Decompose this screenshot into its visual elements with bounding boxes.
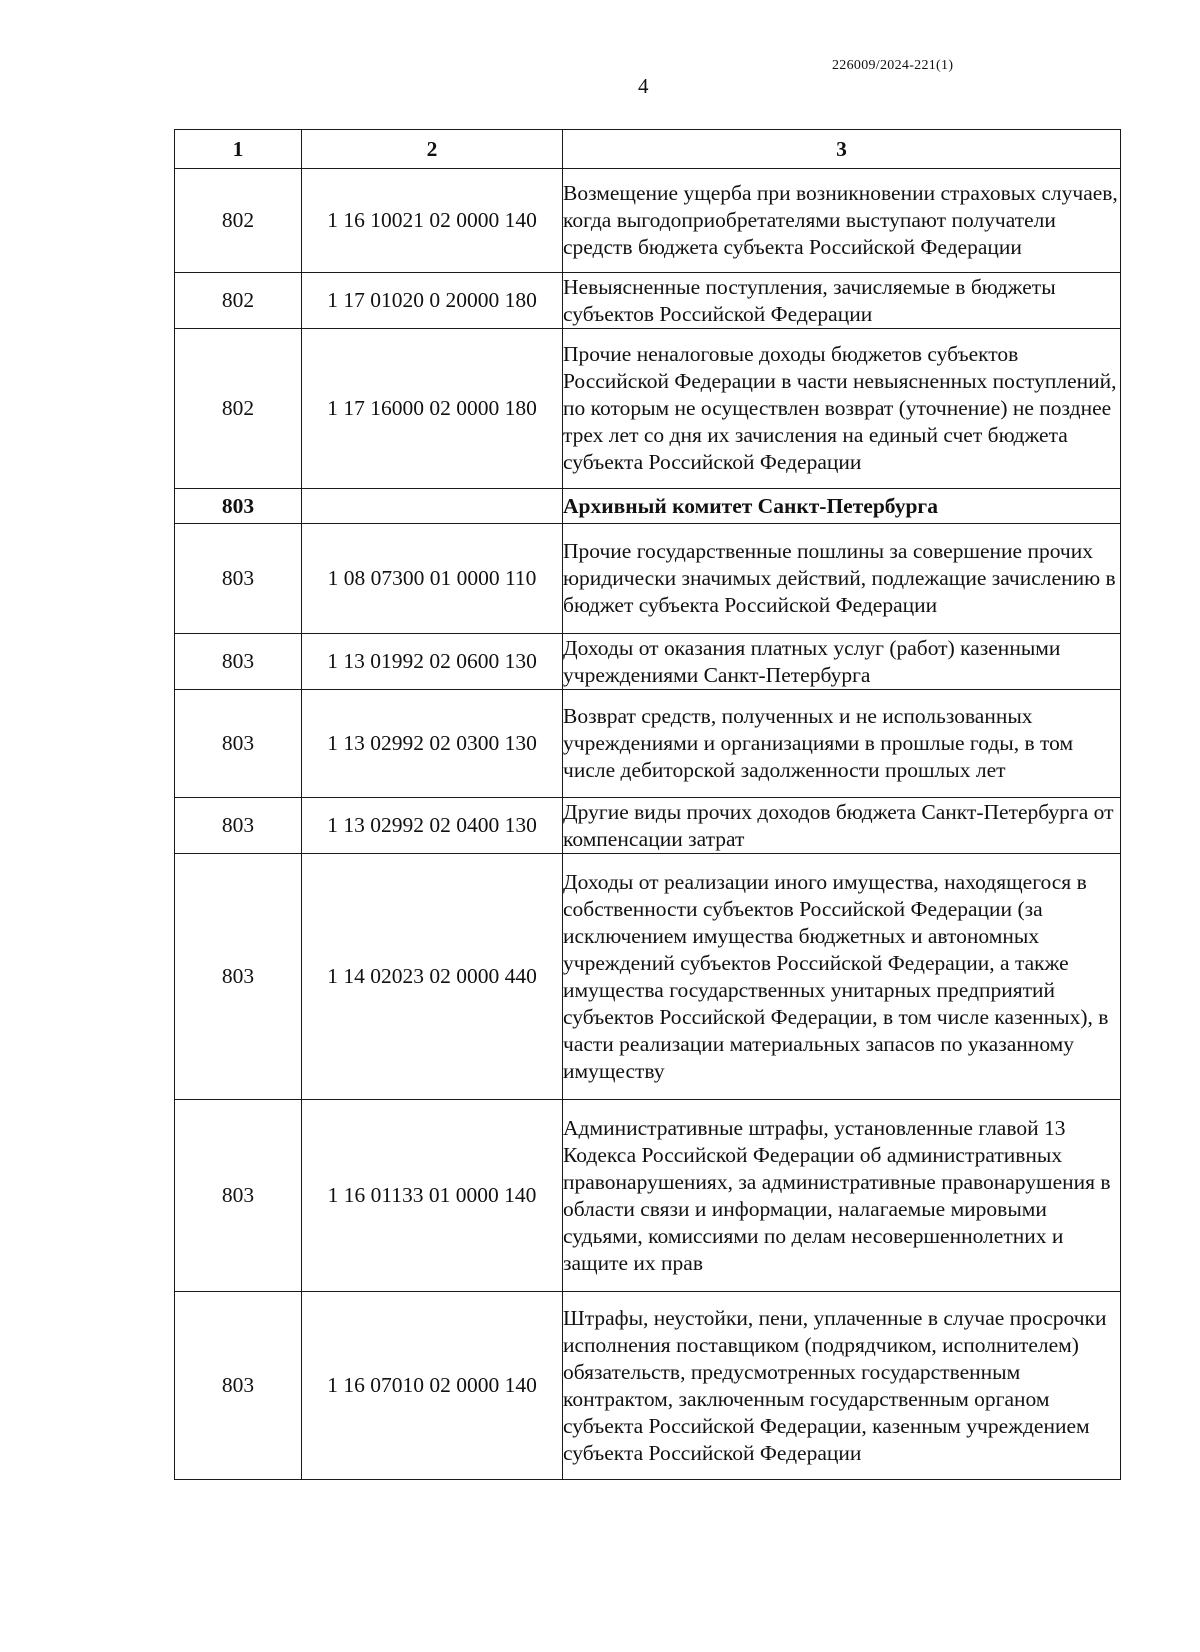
revenue-description-cell: Прочие неналоговые доходы бюджетов субъектов Российской Федерации в части невыясненных поступлений, по которым не осуществлен возврат (уточнение) не позднее трех лет со дня их зачисления на единый счет бюджета субъекта Российской Федерации <box>563 329 1121 489</box>
revenue-code-cell: 1 16 10021 02 0000 140 <box>302 169 563 273</box>
revenue-description-cell: Административные штрафы, установленные главой 13 Кодекса Российской Федерации об административных правонарушениях, за административные правонарушения в области связи и информации, налагаемые мировыми судьями, комиссиями по делам несовершеннолетних и защите их прав <box>563 1100 1121 1292</box>
admin-code-cell: 803 <box>175 854 302 1100</box>
revenue-code-cell: 1 08 07300 01 0000 110 <box>302 524 563 634</box>
section-heading-row <box>175 489 1121 524</box>
table-row <box>175 329 1121 489</box>
admin-code-cell: 803 <box>175 1292 302 1480</box>
column-header-2: 2 <box>302 130 563 169</box>
page-number: 4 <box>638 74 649 98</box>
revenue-code-cell: 1 13 01992 02 0600 130 <box>302 634 563 690</box>
administrator-name-cell: Архивный комитет Санкт-Петербурга <box>563 489 1121 524</box>
admin-code-cell: 803 <box>175 524 302 634</box>
admin-code-cell: 802 <box>175 329 302 489</box>
revenue-code-cell: 1 13 02992 02 0300 130 <box>302 690 563 798</box>
column-header-3: 3 <box>563 130 1121 169</box>
table-row <box>175 1292 1121 1480</box>
table-header-row <box>175 130 1121 169</box>
table-row <box>175 1100 1121 1292</box>
revenue-description-cell: Другие виды прочих доходов бюджета Санкт-Петербурга от компенсации затрат <box>563 798 1121 854</box>
admin-code-cell: 803 <box>175 1100 302 1292</box>
column-header-1: 1 <box>175 130 302 169</box>
admin-code-cell: 803 <box>175 690 302 798</box>
revenue-code-cell: 1 14 02023 02 0000 440 <box>302 854 563 1100</box>
table-row <box>175 169 1121 273</box>
table-row <box>175 798 1121 854</box>
table-row <box>175 273 1121 329</box>
revenue-description-cell: Возмещение ущерба при возникновении страховых случаев, когда выгодоприобретателями выступают получатели средств бюджета субъекта Российской Федерации <box>563 169 1121 273</box>
admin-code-cell: 803 <box>175 634 302 690</box>
revenue-description-cell: Доходы от реализации иного имущества, находящегося в собственности субъектов Российской Федерации (за исключением имущества бюджетных и автономных учреждений субъектов Российской Федерации, а также имущества государственных унитарных предприятий субъектов Российской Федерации, в том числе казенных), в части реализации материальных запасов по указанному имуществу <box>563 854 1121 1100</box>
revenue-description-cell: Возврат средств, полученных и не использованных учреждениями и организациями в прошлые годы, в том числе дебиторской задолженности прошлых лет <box>563 690 1121 798</box>
revenue-code-cell: 1 16 01133 01 0000 140 <box>302 1100 563 1292</box>
revenue-code-cell: 1 13 02992 02 0400 130 <box>302 798 563 854</box>
table-row <box>175 690 1121 798</box>
admin-code-cell: 802 <box>175 273 302 329</box>
revenue-codes-table <box>174 129 1121 1480</box>
revenue-description-cell: Невыясненные поступления, зачисляемые в бюджеты субъектов Российской Федерации <box>563 273 1121 329</box>
table-row <box>175 854 1121 1100</box>
revenue-code-cell: 1 17 16000 02 0000 180 <box>302 329 563 489</box>
document-registration-number: 226009/2024-221(1) <box>832 58 954 73</box>
table-row <box>175 524 1121 634</box>
admin-code-cell: 802 <box>175 169 302 273</box>
table-row <box>175 634 1121 690</box>
admin-code-cell: 803 <box>175 798 302 854</box>
revenue-description-cell: Доходы от оказания платных услуг (работ) казенными учреждениями Санкт-Петербурга <box>563 634 1121 690</box>
revenue-code-cell: 1 17 01020 0 20000 180 <box>302 273 563 329</box>
revenue-code-cell: 1 16 07010 02 0000 140 <box>302 1292 563 1480</box>
revenue-description-cell: Штрафы, неустойки, пени, уплаченные в случае просрочки исполнения поставщиком (подрядчиком, исполнителем) обязательств, предусмотренных государственным контрактом, заключенным государственным органом субъекта Российской Федерации, казенным учреждением субъекта Российской Федерации <box>563 1292 1121 1480</box>
revenue-code-cell <box>302 489 563 524</box>
admin-code-cell: 803 <box>175 489 302 524</box>
revenue-description-cell: Прочие государственные пошлины за совершение прочих юридически значимых действий, подлежащие зачислению в бюджет субъекта Российской Федерации <box>563 524 1121 634</box>
